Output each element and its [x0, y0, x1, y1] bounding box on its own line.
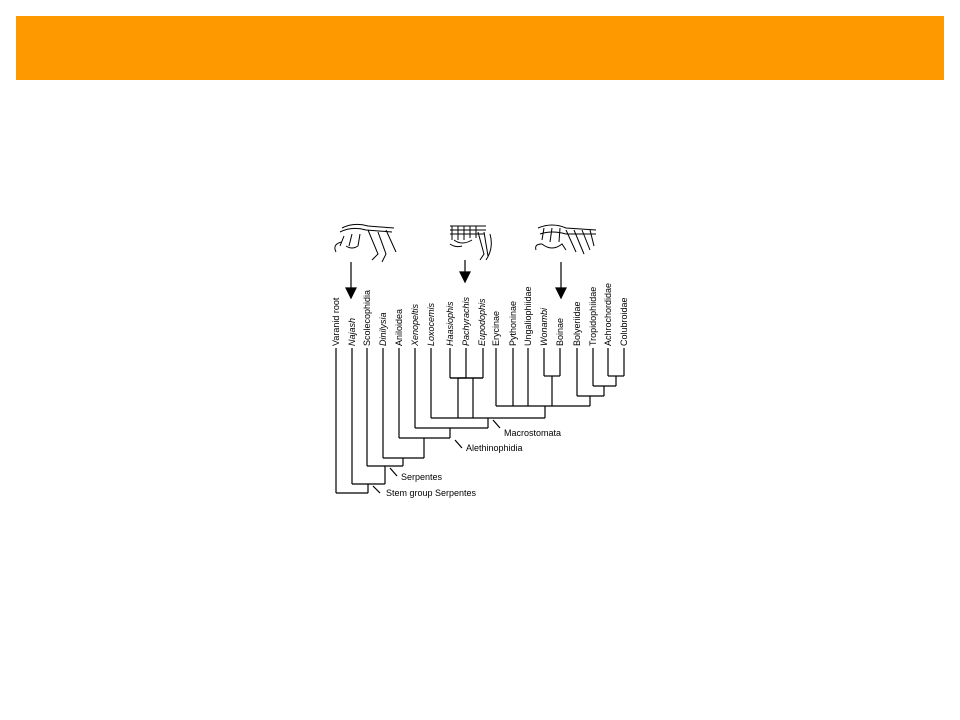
- taxon-label: Varanid root: [331, 297, 341, 346]
- taxon-label: Wonambi: [539, 307, 549, 346]
- taxon-label: Dinilysia: [378, 312, 388, 346]
- taxon-label: Scolecophidia: [362, 289, 372, 346]
- caption-background: [16, 16, 944, 80]
- taxon-label: Bolyeriidae: [572, 301, 582, 346]
- taxon-label: Xenopeltis: [410, 303, 420, 346]
- taxon-label: Pythoninae: [508, 300, 518, 346]
- taxon-labels: [331, 283, 629, 347]
- taxon-label: Colubroidae: [619, 297, 629, 346]
- boinae-pelvis-illustration: [536, 225, 596, 254]
- serpentes-label: Serpentes: [401, 472, 443, 482]
- taxon-label: Pachyrachis: [461, 296, 471, 346]
- pachyrachis-arrow: [460, 260, 470, 282]
- tree-branches: [336, 348, 624, 493]
- taxon-label: Loxocemis: [426, 302, 436, 346]
- taxon-label: Najash: [347, 317, 357, 346]
- taxon-label: Boinae: [555, 317, 565, 346]
- najash-arrow: [346, 262, 356, 298]
- taxon-label: Tropidophiidae: [588, 286, 598, 346]
- najash-pelvis-illustration: [335, 224, 396, 262]
- taxon-label: Achrochordidae: [603, 282, 613, 346]
- taxon-label: Ungaliophiidae: [523, 286, 533, 346]
- alethinophidia-label: Alethinophidia: [466, 443, 523, 453]
- taxon-label: Erycinae: [491, 310, 501, 346]
- taxon-label: Eupodophis: [477, 298, 487, 346]
- pachyrachis-pelvis-illustration: [450, 226, 491, 260]
- taxon-label: Haasiophis: [445, 301, 455, 346]
- stem-group-serpentes-label: Stem group Serpentes: [386, 488, 477, 498]
- taxon-label: Aniloidea: [394, 308, 404, 346]
- boinae-arrow: [556, 262, 566, 298]
- macrostomata-label: Macrostomata: [504, 428, 562, 438]
